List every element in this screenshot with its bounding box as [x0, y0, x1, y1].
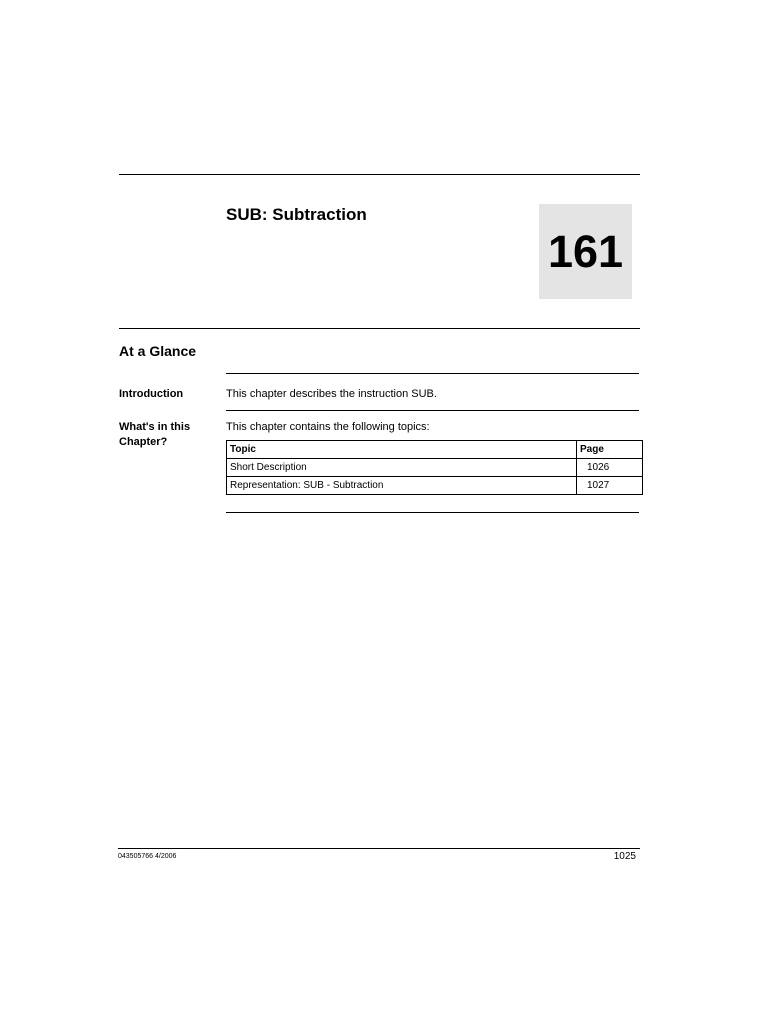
intro-bottom-rule	[226, 410, 639, 411]
chapter-number-box	[539, 204, 632, 299]
page-cell: 1026	[577, 459, 643, 477]
page-column-header: Page	[577, 441, 643, 459]
page-cell: 1027	[577, 477, 643, 495]
section-heading: At a Glance	[119, 343, 197, 359]
whats-in-chapter-label: What's in this Chapter?	[119, 421, 191, 448]
topic-cell[interactable]: Short Description	[227, 459, 577, 477]
intro-top-rule	[226, 373, 639, 374]
chapter-number: 161	[547, 226, 624, 277]
table-bottom-rule	[226, 512, 639, 513]
table-row[interactable]	[227, 477, 643, 495]
topics-intro-text: This chapter contains the following topics:	[226, 421, 430, 433]
footer-document-id: 043505766 4/2006	[118, 853, 177, 860]
introduction-label: Introduction	[119, 388, 184, 400]
introduction-text: This chapter describes the instruction SUB.	[226, 388, 437, 400]
topic-column-header: Topic	[227, 441, 577, 459]
footer-page-number: 1025	[613, 851, 636, 862]
table-header-row	[227, 441, 643, 459]
table-row[interactable]	[227, 459, 643, 477]
topic-cell[interactable]: Representation: SUB - Subtraction	[227, 477, 577, 495]
footer-rule	[118, 848, 640, 849]
section-rule	[119, 328, 640, 329]
chapter-title: SUB: Subtraction	[226, 205, 367, 224]
topics-table	[226, 440, 643, 495]
top-rule	[119, 174, 640, 175]
